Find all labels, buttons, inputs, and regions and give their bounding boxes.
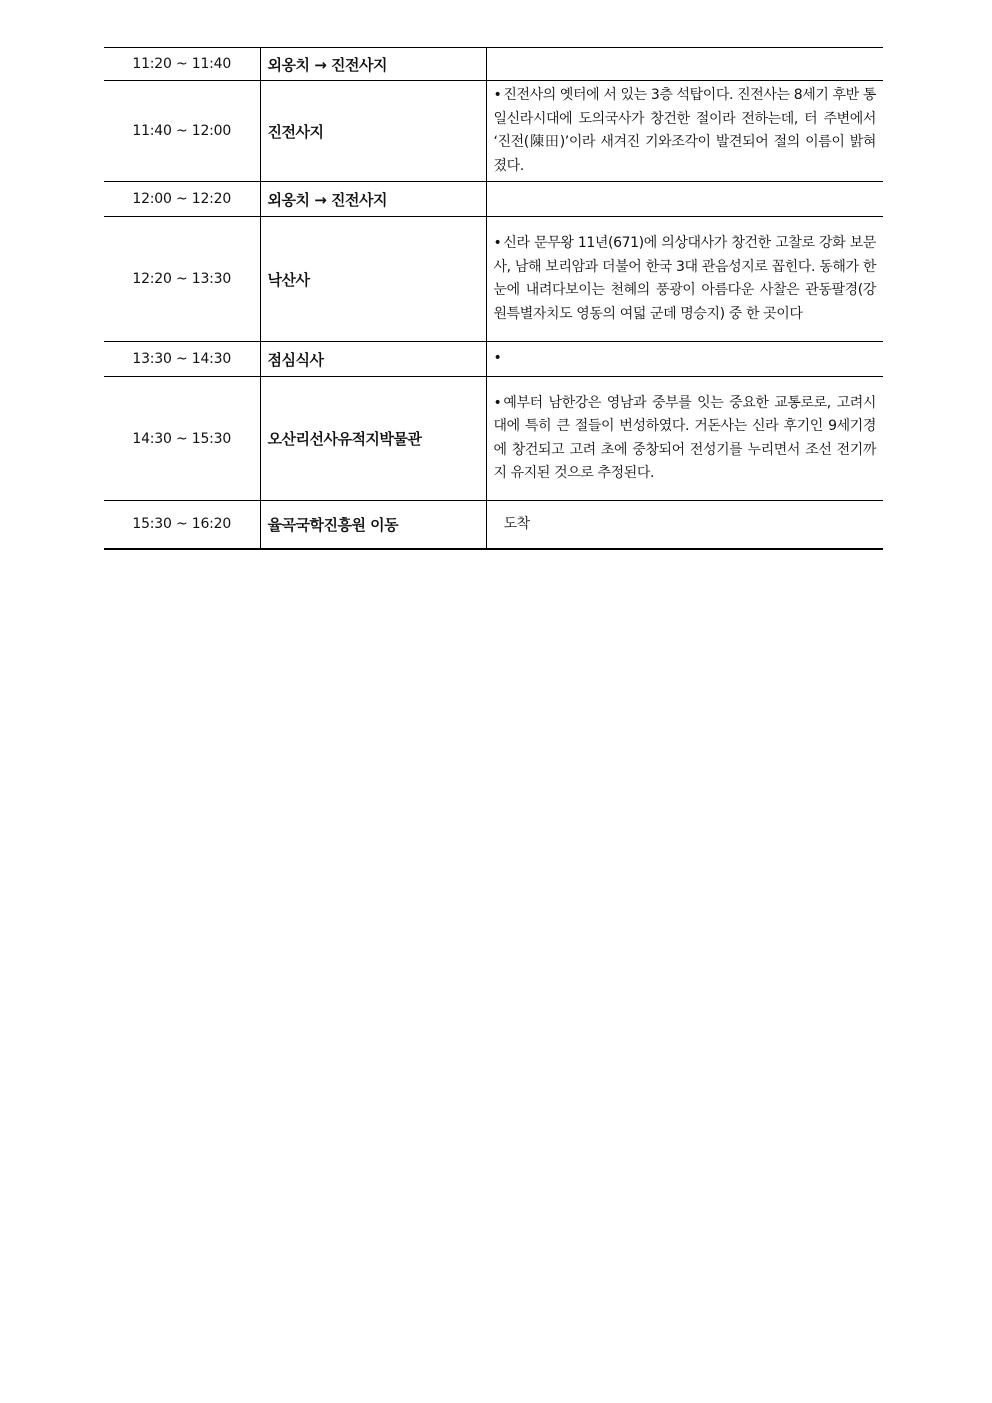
description-cell [486, 342, 883, 377]
time-cell: 12:20 ~ 13:30 [132, 271, 232, 287]
description-text: 진전사의 옛터에 서 있는 3층 석탑이다. 진전사는 8세기 후반 통일신라시대에 도의국사가 창건한 절이라 전하는데, 터 주변에서 ‘진전(陳田)’이라 새겨진 기와조각이 발견되어 절의 이름이 밝혀졌다. [493, 87, 876, 174]
bullet: • [493, 235, 502, 251]
time-cell: 15:30 ~ 16:20 [132, 516, 232, 533]
description-cell [486, 182, 883, 217]
time-cell: 12:00 ~ 12:20 [132, 191, 232, 207]
description-text: 도착 [503, 515, 530, 532]
table-row [104, 81, 883, 182]
place-cell: 점심식사 [260, 342, 486, 377]
place-cell: 외옹치 → 진전사지 [260, 48, 486, 81]
bullet: • [493, 350, 502, 367]
schedule-table [104, 47, 883, 550]
description-cell [486, 217, 883, 342]
place-cell: 낙산사 [260, 217, 486, 342]
time-cell: 11:20 ~ 11:40 [132, 56, 232, 72]
table-row [104, 501, 883, 549]
time-cell: 13:30 ~ 14:30 [132, 351, 232, 367]
place-cell: 율곡국학진흥원 이동 [260, 501, 486, 549]
description-cell [486, 81, 883, 182]
bullet: • [493, 87, 502, 103]
bullet: • [493, 394, 502, 411]
table-row [104, 342, 883, 377]
description-text: 신라 문무왕 11년(671)에 의상대사가 창건한 고찰로 강화 보문사, 남해 보리암과 더불어 한국 3대 관음성지로 꼽힌다. 동해가 한눈에 내려다보이는 천혜의 풍광이 아름다운 사찰은 관동팔경(강원특별자치도 영동의 여덟 군데 명승지) 중 한 곳이다 [493, 235, 876, 322]
place-cell: 외옹치 → 진전사지 [260, 182, 486, 217]
time-cell: 11:40 ~ 12:00 [132, 123, 232, 139]
description-cell [486, 48, 883, 81]
table-row [104, 48, 883, 81]
description-text: 예부터 남한강은 영남과 중부를 잇는 중요한 교통로로, 고려시대에 특히 큰 절들이 번성하였다. 거돈사는 신라 후기인 9세기경에 창건되고 고려 초에 중창되어 전성기를 누리면서 조선 전기까지 유지된 것으로 추정된다. [493, 394, 876, 481]
table-row [104, 182, 883, 217]
description-cell [486, 377, 883, 501]
table-row [104, 377, 883, 501]
table-row [104, 217, 883, 342]
time-cell: 14:30 ~ 15:30 [132, 430, 232, 447]
place-cell: 진전사지 [260, 81, 486, 182]
place-cell: 오산리선사유적지박물관 [260, 377, 486, 501]
description-cell [486, 501, 883, 549]
